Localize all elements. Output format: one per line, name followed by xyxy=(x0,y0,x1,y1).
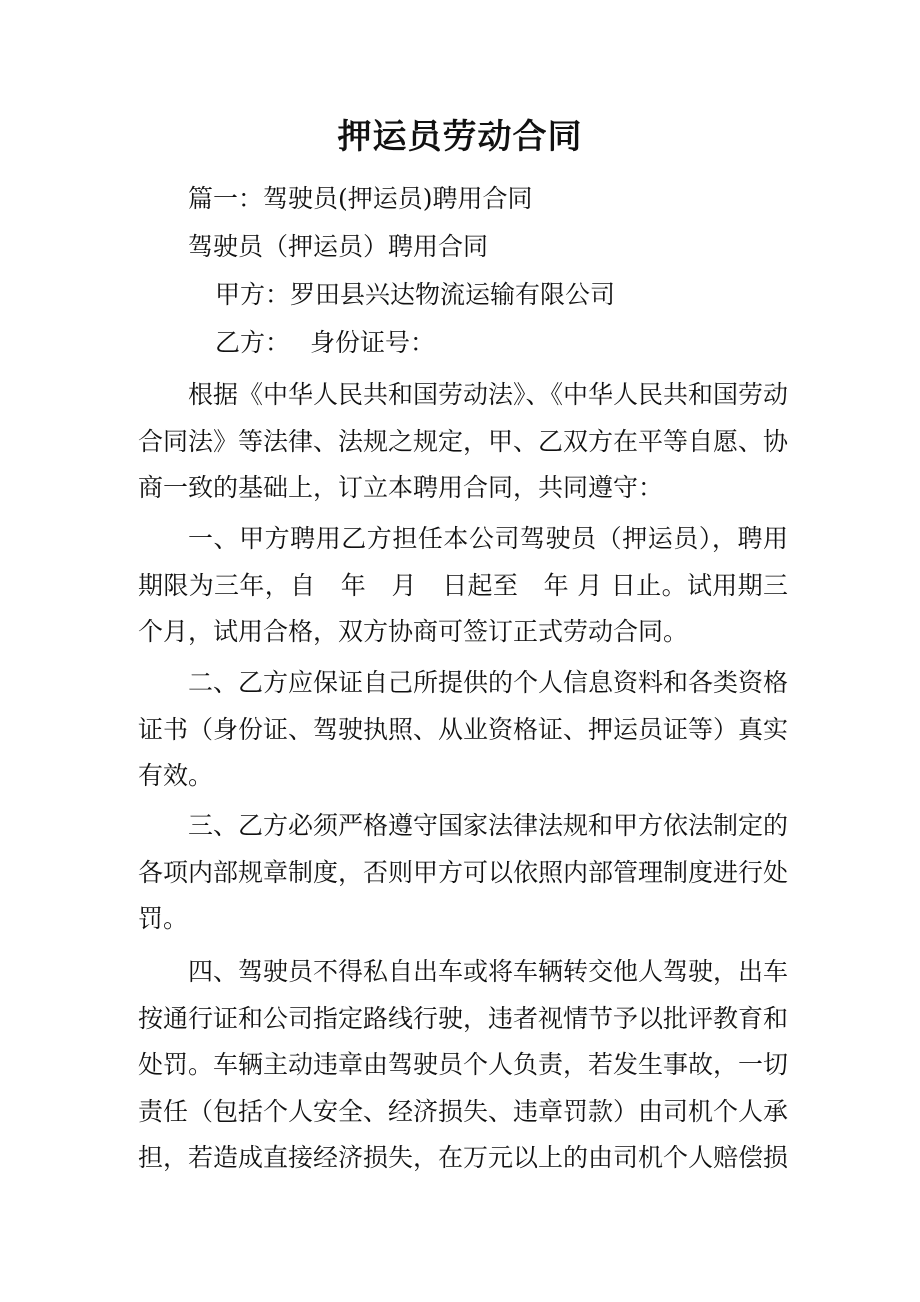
id-number-label: 身份证号： xyxy=(310,328,436,357)
document-title: 押运员劳动合同 xyxy=(337,117,583,157)
contract-title: 驾驶员（押运员）聘用合同 xyxy=(188,232,489,261)
clause-1: 一、甲方聘用乙方担任本公司驾驶员（押运员），聘用期限为三年，自 年 月 日起至 年 月 日止。试用期三个月，试用合格，双方协商可签订正式劳动合同。 xyxy=(138,524,788,646)
clause-2: 二、乙方应保证自己所提供的个人信息资料和各类资格证书（身份证、驾驶执照、从业资格证、押运员证等）真实有效。 xyxy=(138,668,789,790)
party-b-label: 乙方： xyxy=(215,328,291,357)
intro-paragraph: 根据《中华人民共和国劳动法》、《中华人民共和国劳动合同法》等法律、法规之规定，甲、乙双方在平等自愿、协商一致的基础上，订立本聘用合同，共同遵守： xyxy=(138,380,789,502)
section-heading: 篇一：驾驶员(押运员)聘用合同 xyxy=(188,184,533,213)
clause-4: 四、驾驶员不得私自出车或将车辆转交他人驾驶，出车按通行证和公司指定路线行驶，违者视情节予以批评教育和处罚。车辆主动违章由驾驶员个人负责，若发生事故，一切责任（包括个人安全、经济损失、违章罚款）由司机个人承担，若造成直接经济损失，在万元以上的由司机个人赔偿损 xyxy=(138,957,789,1172)
clause-3: 三、乙方必须严格遵守国家法律法规和甲方依法制定的各项内部规章制度，否则甲方可以依照内部管理制度进行处罚。 xyxy=(138,811,789,933)
party-b-line xyxy=(215,325,435,361)
party-a-line: 甲方：罗田县兴达物流运输有限公司 xyxy=(215,280,616,309)
